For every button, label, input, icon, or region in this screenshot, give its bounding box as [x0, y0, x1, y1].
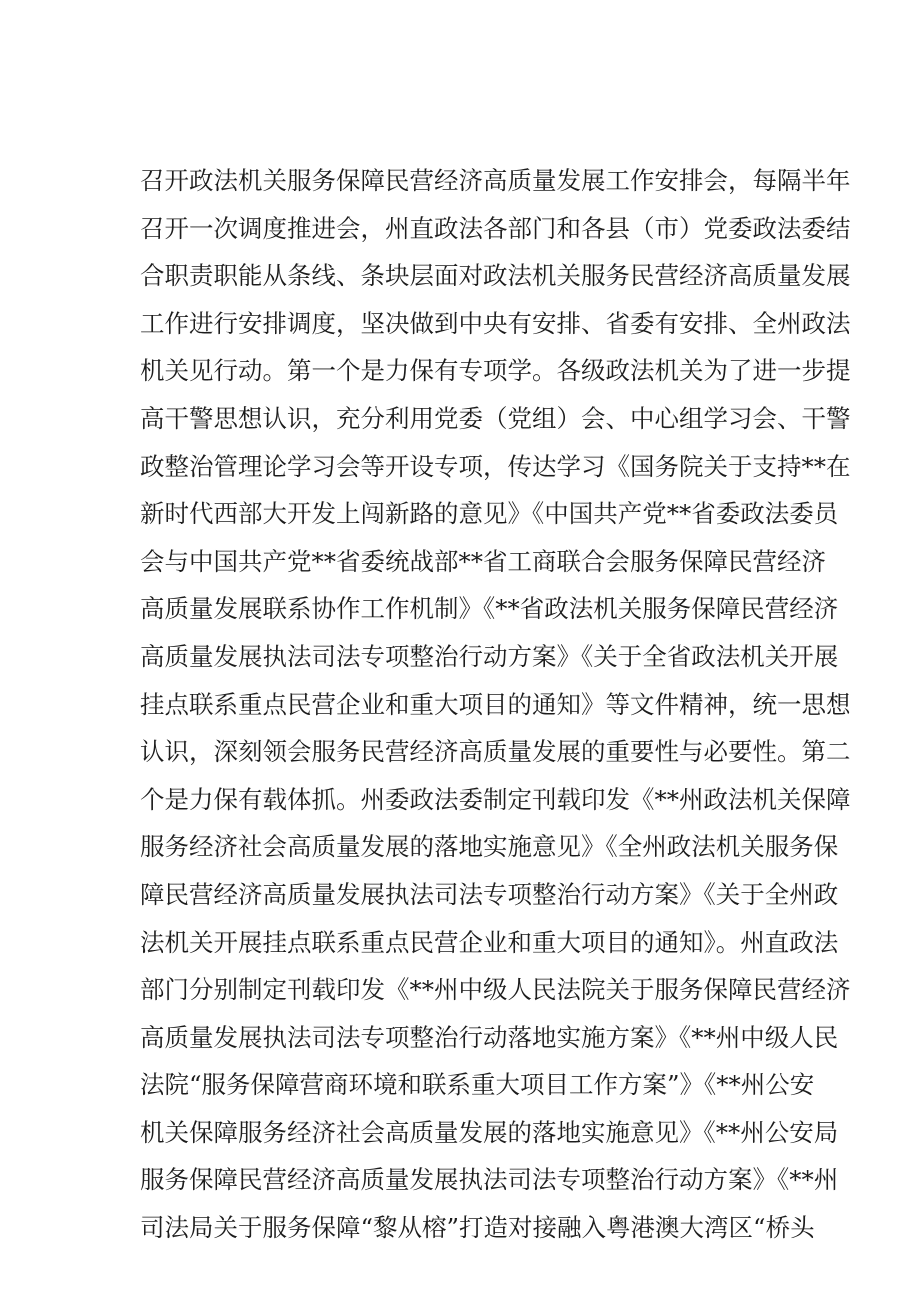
text-line: 高干警思想认识，充分利用党委（党组）会、中心组学习会、干警 — [140, 403, 851, 433]
text-line: 障民营经济高质量发展执法司法专项整治行动方案》《关于全州政 — [140, 879, 839, 909]
text-line: 机关保障服务经济社会高质量发展的落地实施意见》《**州公安局 — [140, 1117, 839, 1147]
text-line: 召开政法机关服务保障民营经济高质量发展工作安排会，每隔半年 — [140, 166, 851, 195]
text-line: 挂点联系重点民营企业和重大项目的通知》等文件精神，统一思想 — [140, 689, 851, 719]
text-line: 个是力保有载体抓。州委政法委制定刊载印发《**州政法机关保障 — [140, 784, 851, 814]
text-line: 会与中国共产党**省委统战部**省工商联合会服务保障民营经济 — [140, 546, 826, 576]
text-line: 新时代西部大开发上闯新路的意见》《中国共产党**省委政法委员 — [140, 499, 839, 529]
text-line: 召开一次调度推进会，州直政法各部门和各县（市）党委政法委结 — [140, 213, 851, 243]
text-line: 高质量发展执法司法专项整治行动方案》《关于全省政法机关开展 — [140, 641, 839, 671]
text-line: 部门分别制定刊载印发《**州中级人民法院关于服务保障民营经济 — [140, 975, 851, 1005]
text-line: 司法局关于服务保障“黎从榕”打造对接融入粤港澳大湾区“桥头 — [140, 1213, 815, 1243]
text-line: 高质量发展执法司法专项整治行动落地实施方案》《**州中级人民 — [140, 1022, 839, 1052]
text-line: 认识，深刻领会服务民营经济高质量发展的重要性与必要性。第二 — [140, 737, 851, 767]
text-line: 合职责职能从条线、条块层面对政法机关服务民营经济高质量发展 — [140, 261, 851, 291]
text-line: 工作进行安排调度，坚决做到中央有安排、省委有安排、全州政法 — [140, 308, 851, 338]
text-line: 服务保障民营经济高质量发展执法司法专项整治行动方案》《**州 — [140, 1165, 839, 1195]
text-line: 机关见行动。第一个是力保有专项学。各级政法机关为了进一步提 — [140, 356, 851, 386]
text-line: 政整治管理论学习会等开设专项，传达学习《国务院关于支持**在 — [140, 451, 851, 481]
text-line: 服务经济社会高质量发展的落地实施意见》《全州政法机关服务保 — [140, 832, 839, 862]
text-line: 法机关开展挂点联系重点民营企业和重大项目的通知》。州直政法 — [140, 927, 839, 957]
text-line: 高质量发展联系协作工作机制》《**省政法机关服务保障民营经济 — [140, 594, 839, 624]
body-paragraph — [140, 157, 851, 1252]
text-line: 法院“服务保障营商环境和联系重大项目工作方案”》《**州公安 — [140, 1070, 815, 1100]
